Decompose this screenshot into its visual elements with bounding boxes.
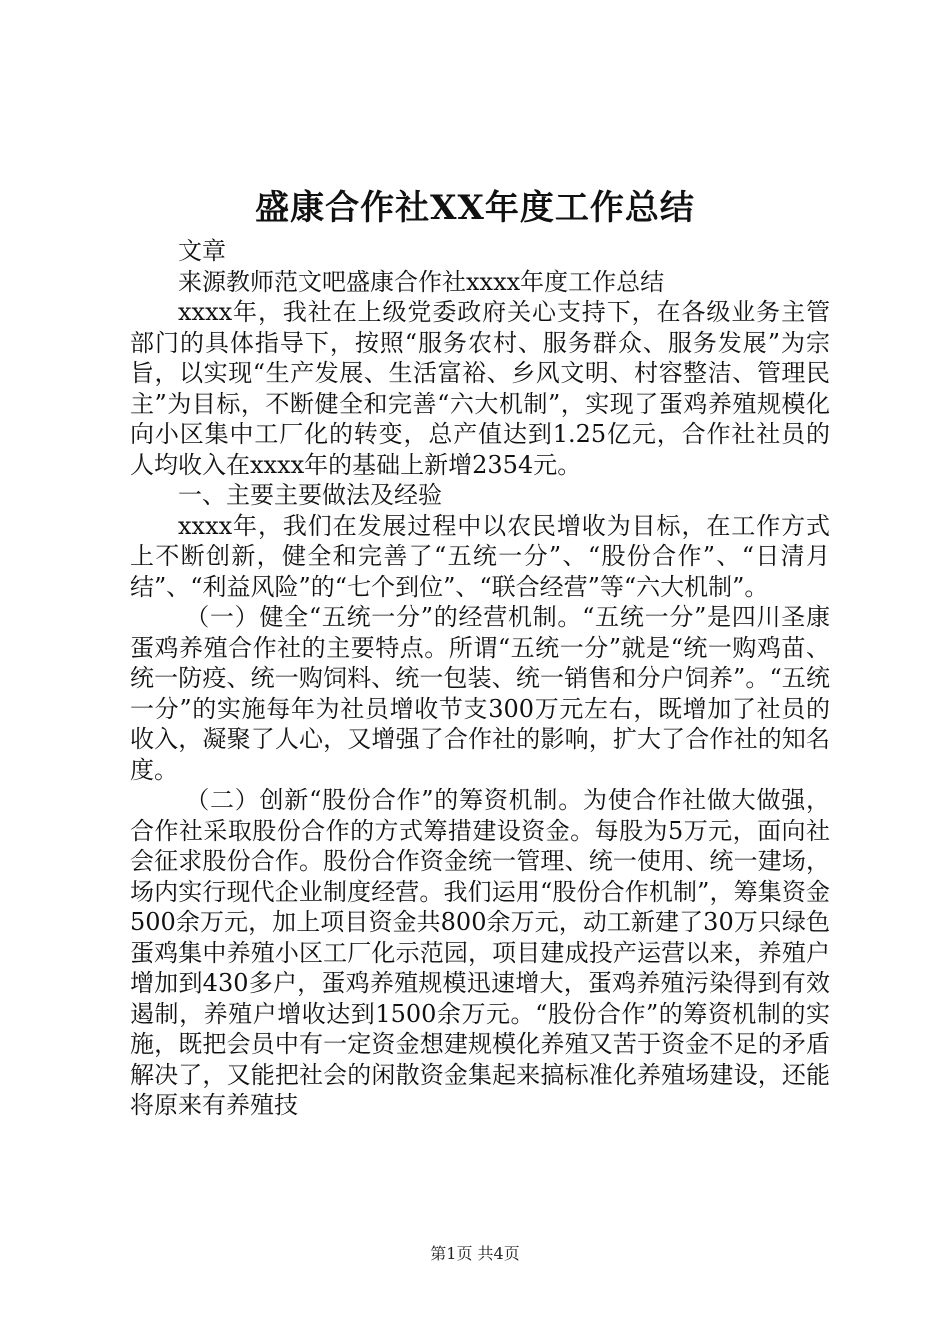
document-body	[130, 236, 830, 1121]
paragraph-mechanism-two: （二）创新“股份合作”的筹资机制。为使合作社做大做强，合作社采取股份合作的方式筹措建设资金。每股为5万元，面向社会征求股份合作。股份合作资金统一管理、统一使用、统一建场，场内实行现代企业制度经营。我们运用“股份合作机制”，筹集资金500余万元，加上项目资金共800余万元，动工新建了30万只绿色蛋鸡集中养殖小区工厂化示范园，项目建成投产运营以来，养殖户增加到430多户，蛋鸡养殖规模迅速增大，蛋鸡养殖污染得到有效遏制，养殖户增收达到1500余万元。“股份合作”的筹资机制的实施，既把会员中有一定资金想建规模化养殖又苦于资金不足的矛盾解决了，又能把社会的闲散资金集起来搞标准化养殖场建设，还能将原来有养殖技	[130, 786, 830, 1119]
paragraph-intro: xxxx年，我社在上级党委政府关心支持下，在各级业务主管部门的具体指导下，按照“服务农村、服务群众、服务发展”为宗旨，以实现“生产发展、生活富裕、乡风文明、村容整洁、管理民主”为目标，不断健全和完善“六大机制”，实现了蛋鸡养殖规模化向小区集中工厂化的转变，总产值达到1.25亿元，合作社社员的人均收入在xxxx年的基础上新增2354元。	[130, 298, 830, 479]
page-number-footer: 第1页 共4页	[430, 1244, 520, 1263]
paragraph-source-line: 来源教师范文吧盛康合作社xxxx年度工作总结	[178, 267, 665, 296]
paragraph-mechanism-one: （一）健全“五统一分”的经营机制。“五统一分”是四川圣康蛋鸡养殖合作社的主要特点。所谓“五统一分”就是“统一购鸡苗、统一防疫、统一购饲料、统一包装、统一销售和分户饲养”。“五统一分”的实施每年为社员增收节支300万元左右，既增加了社员的收入，凝聚了人心，又增强了合作社的影响，扩大了合作社的知名度。	[130, 603, 830, 784]
paragraph-six-mechanisms: xxxx年，我们在发展过程中以农民增收为目标，在工作方式上不断创新，健全和完善了“五统一分”、“股份合作”、“日清月结”、“利益风险”的“七个到位”、“联合经营”等“六大机制”。	[130, 511, 830, 601]
paragraph-source-label: 文章	[178, 237, 226, 265]
section-heading-main-practices: 一、主要主要做法及经验	[178, 481, 442, 509]
document-title: 盛康合作社XX年度工作总结	[255, 188, 695, 228]
